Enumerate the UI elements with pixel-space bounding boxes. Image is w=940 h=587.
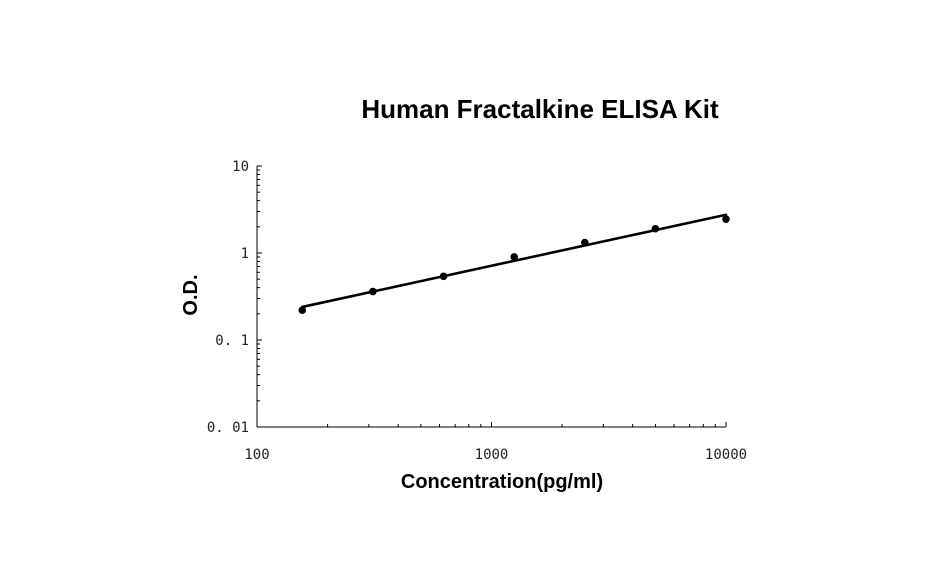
data-point xyxy=(510,253,518,261)
data-point xyxy=(369,288,377,296)
fit-line-group xyxy=(302,215,726,307)
data-point xyxy=(652,225,660,233)
data-point xyxy=(581,239,589,247)
x-tick-label: 10000 xyxy=(704,447,748,463)
x-tick-label: 100 xyxy=(244,447,270,463)
data-point xyxy=(440,272,448,280)
y-axis-label: O.D. xyxy=(180,274,202,316)
tick-labels xyxy=(207,159,747,463)
fit-line xyxy=(302,215,726,307)
y-tick-label: 0. 01 xyxy=(206,420,249,436)
data-points xyxy=(298,215,729,314)
data-point xyxy=(298,306,306,314)
x-tick-label: 1000 xyxy=(474,447,509,463)
data-point xyxy=(722,215,730,223)
chart-title: Human Fractalkine ELISA Kit xyxy=(361,94,719,124)
axes xyxy=(257,166,726,427)
tick-marks xyxy=(257,166,726,427)
x-axis-label: Concentration(pg/ml) xyxy=(400,471,604,493)
y-tick-label: 1 xyxy=(240,246,249,262)
y-tick-label: 10 xyxy=(232,159,249,175)
y-tick-label: 0. 1 xyxy=(215,333,249,349)
